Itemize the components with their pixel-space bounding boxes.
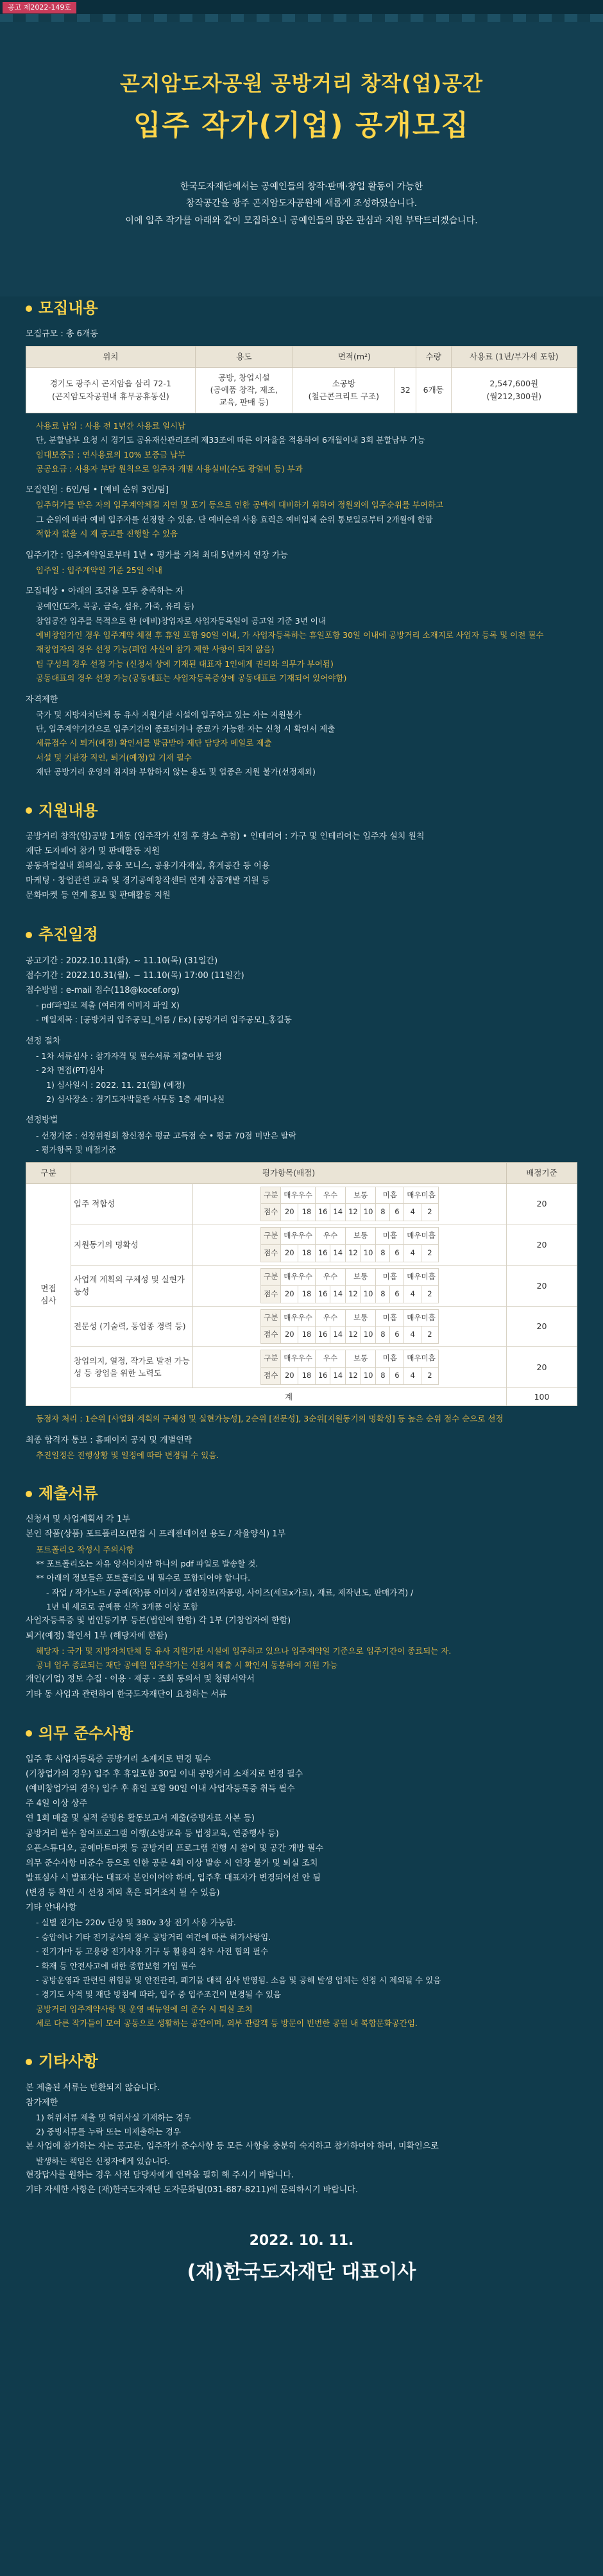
support-item: 문화마켓 등 연계 홍보 및 판매활동 지원 (26, 891, 171, 901)
cell-text: 경기도 광주시 곤지암읍 삼리 72-1 (49, 379, 171, 389)
note-line: - 작업 / 작가노트 / 공예(작)품 이미지 / 캡션정보(작품명, 사이즈(세로x가로), 재료, 제작년도, 판매가격) / (46, 1587, 414, 1597)
cell-text: 소공방 (332, 379, 355, 389)
category-cell: 면접 심사 (26, 1183, 71, 1406)
note-line: 1년 내 세로로 공예품 신작 3개품 이상 포함 (46, 1602, 198, 1612)
score-value: 10 (361, 1327, 376, 1344)
intro-line: 한국도자재단에서는 공예인들의 창작·판매·창업 활동이 가능한 (180, 181, 423, 192)
document-item: 사업자등록증 및 법인등기부 등본(법인에 한함) 각 1부 (기창업자에 한함) (26, 1616, 291, 1626)
quantity-cell: 6개동 (416, 367, 451, 413)
section-title-text: 추진일정 (38, 925, 98, 944)
max-score-cell: 20 (507, 1306, 577, 1347)
section-title-text: 제출서류 (38, 1484, 98, 1503)
cell-text: (공예품 창작, 제조, (210, 385, 278, 395)
method-note: - pdf파일로 제출 (여러개 이미지 파일 X) (36, 1000, 180, 1011)
recruit-count: 모집규모 : 총 6개동 (26, 329, 98, 339)
note-line: 임대보증금 : 연사용료의 10% 보증금 납부 (36, 449, 185, 459)
obligation-sub: - 경기도 사격 및 재단 방침에 따라, 입주 중 입주조건이 변경될 수 있음 (36, 1989, 282, 2000)
result-notice: 최종 합격자 통보 : 홈페이지 공지 및 개별연락 (26, 1435, 192, 1445)
eval-item-cell: 창업의지, 열정, 작가로 발전 가능성 등 창업을 위한 노력도 (71, 1347, 193, 1388)
document-item: 본인 작품(상품) 포트폴리오(면접 시 프레젠테이션 용도 / 자율양식) 1부 (26, 1529, 286, 1540)
cell-text: (월212,300원) (486, 391, 542, 401)
note-line: 입주일 : 입주계약일 기준 25일 이내 (36, 565, 162, 575)
score-value: 10 (361, 1204, 376, 1221)
score-grid (260, 1350, 439, 1385)
grade-header: 보통 (346, 1187, 376, 1204)
note-line: 공녀 업주 종료되는 재단 공예원 입주작가는 신청서 제출 시 확인서 동봉하여 지원 가능 (36, 1660, 338, 1670)
score-value: 16 (315, 1245, 330, 1262)
section-title (26, 2050, 577, 2074)
table-header: 면적(m²) (293, 347, 416, 367)
qualification-item: 공동대표의 경우 선정 가능(공동대표는 사업자등록증상에 공동대표로 기재되어 있어야함) (36, 673, 347, 683)
cell-text: 2,547,600원 (489, 379, 539, 389)
max-score-cell: 20 (507, 1224, 577, 1266)
score-value: 16 (315, 1327, 330, 1344)
term-line: 입주기간 : 입주계약일로부터 1년 • 평가를 거쳐 최대 5년까지 연장 가능 (26, 550, 288, 560)
table-row (26, 1347, 577, 1388)
table-header: 용도 (195, 347, 293, 367)
score-value: 4 (404, 1367, 421, 1384)
score-value: 4 (404, 1285, 421, 1303)
document-item: 신청서 및 사업계획서 각 1부 (26, 1515, 130, 1525)
note-line: 적합자 없을 시 재 공고를 진행할 수 있음 (36, 529, 178, 539)
table-row (26, 1306, 577, 1347)
score-grid-cell (193, 1306, 507, 1347)
total-label: 계 (71, 1387, 507, 1405)
max-score-cell: 20 (507, 1347, 577, 1388)
bullet-icon (26, 1491, 32, 1497)
top-bar (0, 0, 603, 14)
score-value: 6 (390, 1204, 404, 1221)
score-value: 12 (346, 1327, 361, 1344)
score-value: 12 (346, 1204, 361, 1221)
score-grid (260, 1309, 439, 1344)
qualification-item: 창업공간 입주를 목적으로 한 (예비)창업자로 사업자등록일이 공고일 기준 3년 이내 (36, 615, 326, 626)
section-documents (26, 1482, 577, 1701)
obligation-item: 의무 준수사항 미준수 등으로 인한 공문 4회 이상 발송 시 연장 불가 및 퇴실 조치 (26, 1858, 318, 1868)
use-cell (195, 367, 293, 413)
term-group (26, 549, 577, 577)
obligation-item: 입주 후 사업자등록증 공방거리 소재지로 변경 필수 (26, 1754, 211, 1764)
support-item: 공방거리 창작(업)공방 1개동 (입주작가 선정 후 창소 추첨) • 인테리어 : 가구 및 인테리어는 입주자 설치 원칙 (26, 831, 425, 841)
cell-text: 공방, 창업시설 (218, 372, 270, 382)
score-grid (260, 1187, 439, 1222)
score-value: 20 (281, 1245, 298, 1262)
note-line: 공방거리 입주계약사항 및 운영 매뉴얼에 의 준수 시 퇴실 조치 (36, 2004, 253, 2014)
grade-label: 구분 (261, 1350, 281, 1368)
obligation-sub: - 승압이나 기타 전기공사의 경우 공방거리 여건에 따른 허가사항임. (36, 1932, 271, 1942)
table-row (26, 1265, 577, 1306)
score-label: 점수 (261, 1245, 281, 1262)
grade-header: 매우미흡 (404, 1268, 438, 1285)
obligation-item: 발표심사 시 발표자는 대표자 본인이어야 하며, 입주후 대표자가 변경되어선 안 됨 (26, 1873, 321, 1884)
score-value: 6 (390, 1367, 404, 1384)
obligation-item: (변경 등 확인 시 선정 제외 혹은 퇴거조치 될 수 있음) (26, 1888, 220, 1898)
section-schedule (26, 923, 577, 1461)
table-row (26, 1183, 577, 1224)
note-line: 세로 다른 작가들이 모여 공동으로 생활하는 공간이며, 외부 관람객 등 방문이 빈번한 공원 내 복합문화공간임. (36, 2018, 418, 2029)
header (0, 14, 603, 296)
eval-item-cell: 전문성 (기술력, 동업종 경력 등) (71, 1306, 193, 1347)
etc-item: 기타 자세한 사항은 (재)한국도자재단 도자문화팀(031-887-8211)에 문의하시기 바랍니다. (26, 2185, 359, 2195)
restriction-item: 재단 공방거리 운영의 취지와 부합하지 않는 용도 및 업종은 지원 불가(선정제외) (36, 767, 316, 777)
score-value: 8 (376, 1367, 390, 1384)
grade-header: 매우미흡 (404, 1350, 438, 1368)
bullet-icon (26, 932, 32, 938)
notice-date: 2022. 10. 11. (249, 2233, 354, 2249)
grade-header: 매우우수 (281, 1228, 315, 1245)
grade-header: 매우우수 (281, 1309, 315, 1327)
max-score-cell: 20 (507, 1265, 577, 1306)
section-title-text: 지원내용 (38, 801, 98, 820)
recruit-number-group (26, 484, 577, 540)
etc-item: 현장답사를 원하는 경우 사전 담당자에게 연락을 필히 해 주시기 바랍니다. (26, 2170, 294, 2181)
note-line: 추진일정은 진행상황 및 일정에 따라 변경될 수 있음. (36, 1450, 219, 1460)
obligation-item: 연 1회 매출 및 실적 증빙용 활동보고서 제출(증빙자료 사본 등) (26, 1814, 255, 1824)
grade-header: 우수 (315, 1228, 345, 1245)
recruit-number: 모집인원 : 6인/팀 • [예비 순위 3인/팀] (26, 485, 169, 495)
section-title-text: 의무 준수사항 (38, 1724, 133, 1742)
restriction-item: 서설 및 기관장 직인, 퇴거(예정)일 기재 필수 (36, 752, 192, 762)
grade-header: 미흡 (376, 1309, 404, 1327)
score-value: 2 (421, 1204, 439, 1221)
etc-item: 본 사업에 참가하는 자는 공고문, 입주작가 준수사항 등 모든 사항을 충분히 숙지하고 참가하여야 하며, 미확인으로 (26, 2141, 439, 2151)
score-value: 18 (298, 1204, 316, 1221)
score-value: 10 (361, 1285, 376, 1303)
qualification-item: 팀 구성의 경우 선정 가능 (신청서 상에 기재된 대표자 1인에게 권리와 의무가 부여됨) (36, 658, 334, 669)
table-header: 배점기준 (507, 1163, 577, 1183)
total-value: 100 (507, 1387, 577, 1405)
area-type-cell (293, 367, 395, 413)
note-line: ** 아래의 정보들은 포트폴리오 내 필수로 포함되어야 합니다. (36, 1573, 251, 1583)
bullet-icon (26, 305, 32, 312)
score-value: 6 (390, 1245, 404, 1262)
score-value: 2 (421, 1285, 439, 1303)
max-score-cell: 20 (507, 1183, 577, 1224)
location-cell (26, 367, 196, 413)
section-title-text: 기타사항 (38, 2052, 98, 2071)
grade-header: 미흡 (376, 1187, 404, 1204)
score-value: 20 (281, 1327, 298, 1344)
score-value: 16 (315, 1204, 330, 1221)
table-row (26, 1224, 577, 1266)
space-table (26, 346, 577, 413)
obligation-item: 기타 안내사항 (26, 1903, 77, 1913)
section-title (26, 799, 577, 823)
tie-break-note: 동점자 처리 : 1순위 [사업화 계획의 구체성 및 실현가능성], 2순위 [전문성], 3순위[지원동기의 명확성] 등 높은 순위 점수 순으로 선정 (36, 1414, 504, 1424)
grade-label: 구분 (261, 1228, 281, 1245)
etc-item: 본 제출된 서류는 반환되지 않습니다. (26, 2082, 160, 2093)
support-item: 재단 도자페어 참가 및 판매활동 지원 (26, 846, 160, 856)
process-item: 1) 심사일시 : 2022. 11. 21(월) (예정) (46, 1079, 185, 1090)
score-value: 14 (330, 1367, 346, 1384)
selection-group (26, 1114, 577, 1156)
schedule-item: 접수기간 : 2022.10.31(월). ~ 11.10(목) 17:00 (11일간) (26, 970, 244, 981)
area-value-cell: 32 (395, 367, 416, 413)
qualification-group (26, 585, 577, 684)
score-value: 12 (346, 1245, 361, 1262)
score-value: 16 (315, 1367, 330, 1384)
restriction-title: 자격제한 (26, 694, 58, 705)
table-header: 사용료 (1년/부가세 포함) (451, 347, 577, 367)
restriction-item: 단, 입주계약기간으로 입주기간이 종료되거나 종료가 가능한 자는 신청 시 확인서 제출 (36, 724, 335, 734)
note-line: 공공요금 : 사용자 부담 원칙으로 입주자 개별 사용실비(수도 광열비 등) 부과 (36, 463, 303, 474)
obligation-item: 공방거리 필수 참여프로그램 이행(소방교육 등 법정교육, 연중행사 등) (26, 1828, 279, 1839)
score-value: 14 (330, 1245, 346, 1262)
schedule-item: 접수방법 : e-mail 접수(118@kocef.org) (26, 985, 180, 995)
note-line: 단, 분할납부 요청 시 경기도 공유재산관리조례 제33조에 따른 이자율을 적용하여 6개월이내 3회 분할납부 가능 (36, 435, 425, 445)
process-group (26, 1035, 577, 1106)
process-item: - 1차 서류심사 : 참가자격 및 필수서류 제출여부 판정 (36, 1051, 222, 1061)
selection-item: - 평가항목 및 배점기준 (36, 1144, 117, 1155)
score-value: 16 (315, 1285, 330, 1303)
note-line: 해당자 : 국가 및 지방자치단체 등 유사 지원기관 시설에 입주하고 있으나 입주계약일 기준으로 입주기간이 종료되는 자. (36, 1645, 452, 1656)
note-line: 사용료 납입 : 사용 전 1년간 사용료 일시납 (36, 420, 186, 431)
score-value: 14 (330, 1204, 346, 1221)
score-value: 4 (404, 1245, 421, 1262)
grade-header: 미흡 (376, 1268, 404, 1285)
section-obligations (26, 1722, 577, 2030)
obligation-sub: - 공방운영과 관련된 위험물 및 안전관리, 폐기물 대책 심사 반영됨. 소음 및 공해 발생 업체는 선정 시 제외될 수 있음 (36, 1975, 441, 1985)
schedule-item: 공고기간 : 2022.10.11(화). ~ 11.10(목) (31일간) (26, 956, 218, 966)
restriction-item: 국가 및 지방자치단체 등 유사 지원기관 시설에 입주하고 있는 자는 지원불가 (36, 709, 302, 719)
note-line: 그 순위에 따라 예비 입주자를 선정할 수 있음. 단 예비순위 사용 효력은 예비입체 순위 통보일로부터 2개월에 한함 (36, 514, 433, 524)
support-item: 마케팅 · 창업관련 교육 및 경기공예창작센터 연계 상품개발 지원 등 (26, 876, 270, 886)
cell-text: (철근콘크리트 구조) (308, 391, 379, 401)
evaluation-table (26, 1162, 577, 1406)
obligation-sub: - 화재 등 안전사고에 대한 종합보험 가입 필수 (36, 1961, 196, 1971)
process-item: - 2차 면접(PT)심사 (36, 1065, 104, 1076)
obligation-item: 주 4일 이상 상주 (26, 1799, 88, 1809)
etc-item: 참가제한 (26, 2097, 58, 2108)
notice-number-badge: 공고 제2022-149호 (3, 2, 76, 13)
bullet-icon (26, 1730, 32, 1737)
score-value: 2 (421, 1327, 439, 1344)
score-grid-cell (193, 1224, 507, 1266)
section-title (26, 1482, 577, 1506)
grade-header: 미흡 (376, 1350, 404, 1368)
support-item: 공동작업실내 회의실, 공용 모니스, 공용기자재실, 휴게공간 등 이용 (26, 861, 270, 871)
table-header: 수량 (416, 347, 451, 367)
grade-header: 우수 (315, 1309, 345, 1327)
score-value: 2 (421, 1245, 439, 1262)
eval-item-cell: 지원동기의 명확성 (71, 1224, 193, 1266)
cell-text: (곤지암도자공원내 휴무공휴동신) (51, 391, 169, 401)
selection-item: - 선정기준 : 선정위원회 참신점수 평균 고득점 순 • 평균 70점 미만은 탈락 (36, 1130, 296, 1140)
obligation-item: (기창업가의 경우) 입주 후 휴일포함 30일 이내 공방거리 소재지로 변경 필수 (26, 1769, 303, 1780)
bullet-icon (26, 2059, 32, 2065)
title-line-2: 입주 작가(기업) 공개모집 (133, 108, 470, 142)
obligation-sub: - 전기가마 등 고용량 전기사용 기구 등 활용의 경우 사전 협의 필수 (36, 1946, 269, 1957)
title-line-1: 곤지암도자공원 공방거리 창작(업)공간 (119, 71, 484, 96)
score-value: 8 (376, 1245, 390, 1262)
intro-line: 창작공간을 광주 곤지암도자공원에 새롭게 조성하였습니다. (185, 198, 418, 209)
organization-name: (재)한국도자재단 대표이사 (187, 2260, 416, 2283)
score-value: 4 (404, 1204, 421, 1221)
score-label: 점수 (261, 1285, 281, 1303)
grade-header: 보통 (346, 1350, 376, 1368)
score-value: 8 (376, 1204, 390, 1221)
score-value: 2 (421, 1367, 439, 1384)
grade-header: 매우미흡 (404, 1228, 438, 1245)
intro-text (26, 178, 577, 230)
footer (26, 2217, 577, 2287)
grade-header: 보통 (346, 1309, 376, 1327)
score-label: 점수 (261, 1367, 281, 1384)
section-title (26, 1722, 577, 1746)
grade-header: 우수 (315, 1350, 345, 1368)
grade-header: 매우미흡 (404, 1309, 438, 1327)
cell-text: 교육, 판매 등) (219, 397, 269, 408)
qualification-item: 예비창업가인 경우 입주계약 체결 후 휴일 포함 90일 이내, 가 사업자등록하는 휴일포함 30일 이내에 공방거리 소재지로 사업자 등록 및 이전 필수 (36, 630, 544, 640)
score-value: 12 (346, 1367, 361, 1384)
section-recruitment (26, 296, 577, 778)
content (0, 296, 603, 2287)
score-label: 점수 (261, 1204, 281, 1221)
score-grid-cell (193, 1347, 507, 1388)
score-grid (260, 1268, 439, 1303)
score-value: 18 (298, 1327, 316, 1344)
document-item: 기타 동 사업과 관련하여 한국도자재단이 요청하는 서류 (26, 1689, 227, 1699)
table-header: 위치 (26, 347, 196, 367)
grade-label: 구분 (261, 1268, 281, 1285)
table-header: 구분 (26, 1163, 71, 1183)
grade-label: 구분 (261, 1309, 281, 1327)
selection-title: 선정방법 (26, 1115, 58, 1126)
section-etc (26, 2050, 577, 2197)
grade-header: 우수 (315, 1187, 345, 1204)
restriction-item: 세류접수 시 퇴거(예정) 확인서를 발급받아 제단 담당자 메일로 제출 (36, 738, 272, 748)
grade-header: 매우우수 (281, 1350, 315, 1368)
document-item: 개인(기업) 정보 수집 · 이용 · 제공 · 조회 동의서 및 청렴서약서 (26, 1674, 255, 1685)
grade-header: 보통 (346, 1228, 376, 1245)
obligation-item: (예비창업가의 경우) 입주 후 휴일 포함 90일 이내 사업자등록증 취득 필수 (26, 1784, 295, 1794)
process-item: 2) 심사장소 : 경기도자박물관 사무동 1층 세미나실 (46, 1094, 225, 1104)
qualification-title: 모집대상 • 아래의 조건을 모두 충족하는 자 (26, 587, 183, 597)
score-value: 20 (281, 1285, 298, 1303)
etc-item: 발생하는 책임은 신청자에게 있습니다. (36, 2156, 171, 2166)
result-group (26, 1434, 577, 1462)
score-value: 6 (390, 1327, 404, 1344)
grade-header: 매우우수 (281, 1268, 315, 1285)
note-line: ** 포트폴리오는 자유 양식이지만 하나의 pdf 파일로 발송할 것. (36, 1558, 259, 1568)
score-value: 18 (298, 1285, 316, 1303)
etc-sub: 1) 허위서류 제출 및 허위사실 기재하는 경우 (36, 2112, 191, 2122)
fee-cell (451, 367, 577, 413)
note-line: 포트폴리오 작성시 주의사항 (36, 1544, 134, 1554)
section-support (26, 799, 577, 903)
obligation-sub: - 실별 전기는 220v 단상 및 380v 3상 전기 사용 가능함. (36, 1918, 236, 1928)
score-value: 10 (361, 1245, 376, 1262)
score-label: 점수 (261, 1327, 281, 1344)
etc-sub: 2) 중빙서류를 누락 또는 미제출하는 경우 (36, 2127, 181, 2137)
score-value: 12 (346, 1285, 361, 1303)
qualification-item: 재창업자의 경우 선정 가능(폐업 사실이 참가 제한 사항이 되지 않음) (36, 644, 275, 655)
intro-line: 이에 입주 작가를 아래와 같이 모집하오니 공예인들의 많은 관심과 지원 부탁드리겠습니다. (125, 215, 478, 226)
table-row (26, 367, 577, 413)
section-title-text: 모집내용 (38, 299, 98, 317)
section-title (26, 923, 577, 947)
score-value: 20 (281, 1204, 298, 1221)
score-value: 18 (298, 1245, 316, 1262)
score-value: 14 (330, 1285, 346, 1303)
section-title (26, 296, 577, 320)
eval-item-cell: 입주 적합성 (71, 1183, 193, 1224)
grade-header: 매우우수 (281, 1187, 315, 1204)
grade-header: 매우미흡 (404, 1187, 438, 1204)
total-row (26, 1387, 577, 1405)
grade-header: 우수 (315, 1268, 345, 1285)
score-grid-cell (193, 1265, 507, 1306)
score-value: 8 (376, 1285, 390, 1303)
bullet-icon (26, 807, 32, 814)
note-line: 입주허가를 받은 자의 입주계약체결 지연 및 포기 등으로 인한 공백에 대비하기 위하여 정원외에 입주순위를 부여하고 (36, 500, 444, 510)
score-value: 4 (404, 1327, 421, 1344)
grade-header: 보통 (346, 1268, 376, 1285)
table-header: 평가항목(배점) (71, 1163, 507, 1183)
method-note: - 메일제목 : [공방거리 입주공모]_이름 / Ex) [공방거리 입주공모]_홍길동 (36, 1015, 292, 1025)
qualification-item: 공예인(도자, 목공, 금속, 섬유, 가죽, 유리 등) (36, 601, 194, 612)
score-grid-cell (193, 1183, 507, 1224)
restriction-group (26, 694, 577, 778)
document-item: 퇴거(예정) 확인서 1부 (해당자에 한함) (26, 1631, 167, 1641)
score-value: 8 (376, 1327, 390, 1344)
score-value: 6 (390, 1285, 404, 1303)
grade-header: 미흡 (376, 1228, 404, 1245)
score-value: 18 (298, 1367, 316, 1384)
score-value: 10 (361, 1367, 376, 1384)
score-value: 14 (330, 1327, 346, 1344)
process-title: 선정 절차 (26, 1036, 61, 1046)
eval-item-cell: 사업계 계획의 구체성 및 실현가능성 (71, 1265, 193, 1306)
grade-label: 구분 (261, 1187, 281, 1204)
obligation-item: 오픈스튜디오, 공예마트마켓 등 공방거리 프로그램 진행 시 참여 및 공간 개방 필수 (26, 1843, 324, 1853)
score-value: 20 (281, 1367, 298, 1384)
score-grid (260, 1227, 439, 1262)
